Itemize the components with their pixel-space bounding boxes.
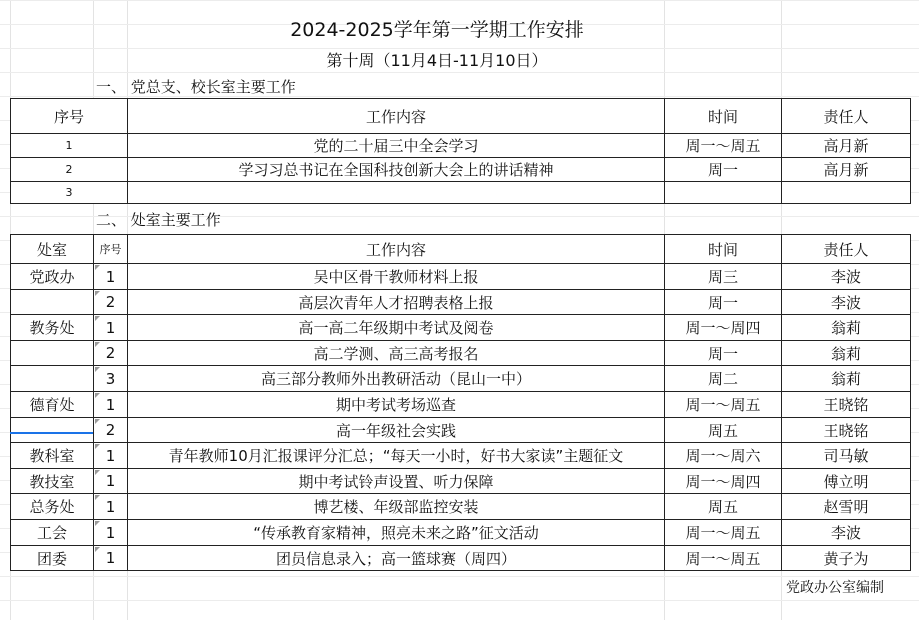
grid-row-line	[0, 72, 919, 73]
cell-dept[interactable]: 教务处	[10, 314, 94, 341]
cell-time[interactable]: 周五	[664, 493, 782, 520]
cell-content[interactable]	[127, 181, 665, 204]
cell-content[interactable]: 青年教师10月汇报课评分汇总；“每天一小时，好书大家读”主题征文	[127, 442, 665, 469]
comment-marker-icon	[95, 342, 100, 347]
comment-marker-icon	[95, 393, 100, 398]
cell-person[interactable]: 司马敏	[781, 442, 911, 469]
cell-no[interactable]: 2	[93, 340, 128, 366]
cell-time[interactable]: 周一～周五	[664, 133, 782, 158]
cell-content[interactable]: 学习习总书记在全国科技创新大会上的讲话精神	[127, 157, 665, 182]
comment-marker-icon	[95, 444, 100, 449]
comment-marker-icon	[95, 521, 100, 526]
cell-content[interactable]: 博艺楼、年级部监控安装	[127, 493, 665, 520]
cell-person[interactable]: 傅立明	[781, 468, 911, 494]
cell-time[interactable]: 周一～周四	[664, 468, 782, 494]
section-heading-departments: 二、 处室主要工作	[96, 210, 221, 229]
cell-time[interactable]: 周一	[664, 289, 782, 315]
footer-note: 党政办公室编制	[786, 580, 884, 596]
cell-content[interactable]: 团员信息录入；高一篮球赛（周四）	[127, 545, 665, 571]
header-person: 责任人	[781, 98, 911, 134]
cell-time[interactable]: 周一～周四	[664, 314, 782, 341]
cell-time[interactable]: 周三	[664, 263, 782, 290]
cell-dept[interactable]: 德育处	[10, 391, 94, 418]
comment-marker-icon	[95, 367, 100, 372]
comment-marker-icon	[95, 265, 100, 270]
cell-no[interactable]: 1	[93, 468, 128, 494]
cell-content[interactable]: 高二学测、高三高考报名	[127, 340, 665, 366]
header-content: 工作内容	[127, 234, 665, 264]
row-number[interactable]: 2	[10, 157, 128, 182]
cell-content[interactable]: 党的二十届三中全会学习	[127, 133, 665, 158]
cell-person[interactable]: 翁莉	[781, 365, 911, 392]
cell-no[interactable]: 1	[93, 519, 128, 546]
week-subtitle: 第十周（11月4日-11月10日）	[326, 50, 548, 70]
cell-no[interactable]: 2	[93, 289, 128, 315]
cell-time[interactable]: 周二	[664, 365, 782, 392]
cell-content[interactable]: 期中考试考场巡查	[127, 391, 665, 418]
cell-person[interactable]: 王晓铭	[781, 417, 911, 443]
comment-marker-icon	[95, 419, 100, 424]
header-no: 序号	[10, 98, 128, 134]
cell-person[interactable]: 李波	[781, 519, 911, 546]
cell-content[interactable]: “传承教育家精神，照亮未来之路”征文活动	[127, 519, 665, 546]
cell-no[interactable]: 1	[93, 442, 128, 469]
cell-content[interactable]: 期中考试铃声设置、听力保障	[127, 468, 665, 494]
cell-no[interactable]: 1	[93, 493, 128, 520]
cell-time[interactable]: 周一～周五	[664, 545, 782, 571]
cell-no[interactable]: 1	[93, 263, 128, 290]
cell-dept[interactable]	[10, 365, 94, 392]
cell-no[interactable]: 3	[93, 365, 128, 392]
comment-marker-icon	[95, 547, 100, 552]
cell-person[interactable]: 翁莉	[781, 314, 911, 341]
header-time: 时间	[664, 234, 782, 264]
cell-time[interactable]: 周一～周五	[664, 391, 782, 418]
cell-content[interactable]: 高层次青年人才招聘表格上报	[127, 289, 665, 315]
cell-time[interactable]: 周一	[664, 340, 782, 366]
cell-dept[interactable]: 党政办	[10, 263, 94, 290]
cell-dept[interactable]: 教技室	[10, 468, 94, 494]
cell-dept[interactable]	[10, 340, 94, 366]
comment-marker-icon	[95, 291, 100, 296]
cell-time[interactable]	[664, 181, 782, 204]
cell-dept[interactable]	[10, 417, 94, 443]
header-content: 工作内容	[127, 98, 665, 134]
cell-person[interactable]: 李波	[781, 263, 911, 290]
cell-person[interactable]: 李波	[781, 289, 911, 315]
cell-dept[interactable]: 团委	[10, 545, 94, 571]
selection-indicator	[10, 432, 93, 434]
cell-no[interactable]: 2	[93, 417, 128, 443]
comment-marker-icon	[95, 316, 100, 321]
cell-content[interactable]: 高一高二年级期中考试及阅卷	[127, 314, 665, 341]
cell-time[interactable]: 周一	[664, 157, 782, 182]
cell-time[interactable]: 周五	[664, 417, 782, 443]
cell-no[interactable]: 1	[93, 545, 128, 571]
comment-marker-icon	[95, 495, 100, 500]
cell-person[interactable]: 赵雪明	[781, 493, 911, 520]
cell-person[interactable]: 黄子为	[781, 545, 911, 571]
cell-person[interactable]: 高月新	[781, 133, 911, 158]
page-title: 2024-2025学年第一学期工作安排	[290, 18, 584, 41]
section-heading-leadership: 一、 党总支、校长室主要工作	[96, 77, 296, 96]
cell-content[interactable]: 吴中区骨干教师材料上报	[127, 263, 665, 290]
header-person: 责任人	[781, 234, 911, 264]
cell-dept[interactable]: 教科室	[10, 442, 94, 469]
row-number[interactable]: 3	[10, 181, 128, 204]
cell-person[interactable]: 翁莉	[781, 340, 911, 366]
grid-row-line	[0, 0, 919, 1]
cell-no[interactable]: 1	[93, 391, 128, 418]
header-time: 时间	[664, 98, 782, 134]
cell-dept[interactable]	[10, 289, 94, 315]
cell-person[interactable]	[781, 181, 911, 204]
cell-dept[interactable]: 总务处	[10, 493, 94, 520]
header-dept: 处室	[10, 234, 94, 264]
cell-content[interactable]: 高一年级社会实践	[127, 417, 665, 443]
cell-no[interactable]: 1	[93, 314, 128, 341]
cell-dept[interactable]: 工会	[10, 519, 94, 546]
comment-marker-icon	[95, 470, 100, 475]
cell-person[interactable]: 王晓铭	[781, 391, 911, 418]
cell-content[interactable]: 高三部分教师外出教研活动（昆山一中）	[127, 365, 665, 392]
header-no: 序号	[93, 234, 128, 264]
cell-person[interactable]: 高月新	[781, 157, 911, 182]
grid-row-line	[0, 600, 919, 601]
cell-time[interactable]: 周一～周六	[664, 442, 782, 469]
cell-time[interactable]: 周一～周五	[664, 519, 782, 546]
row-number[interactable]: 1	[10, 133, 128, 158]
